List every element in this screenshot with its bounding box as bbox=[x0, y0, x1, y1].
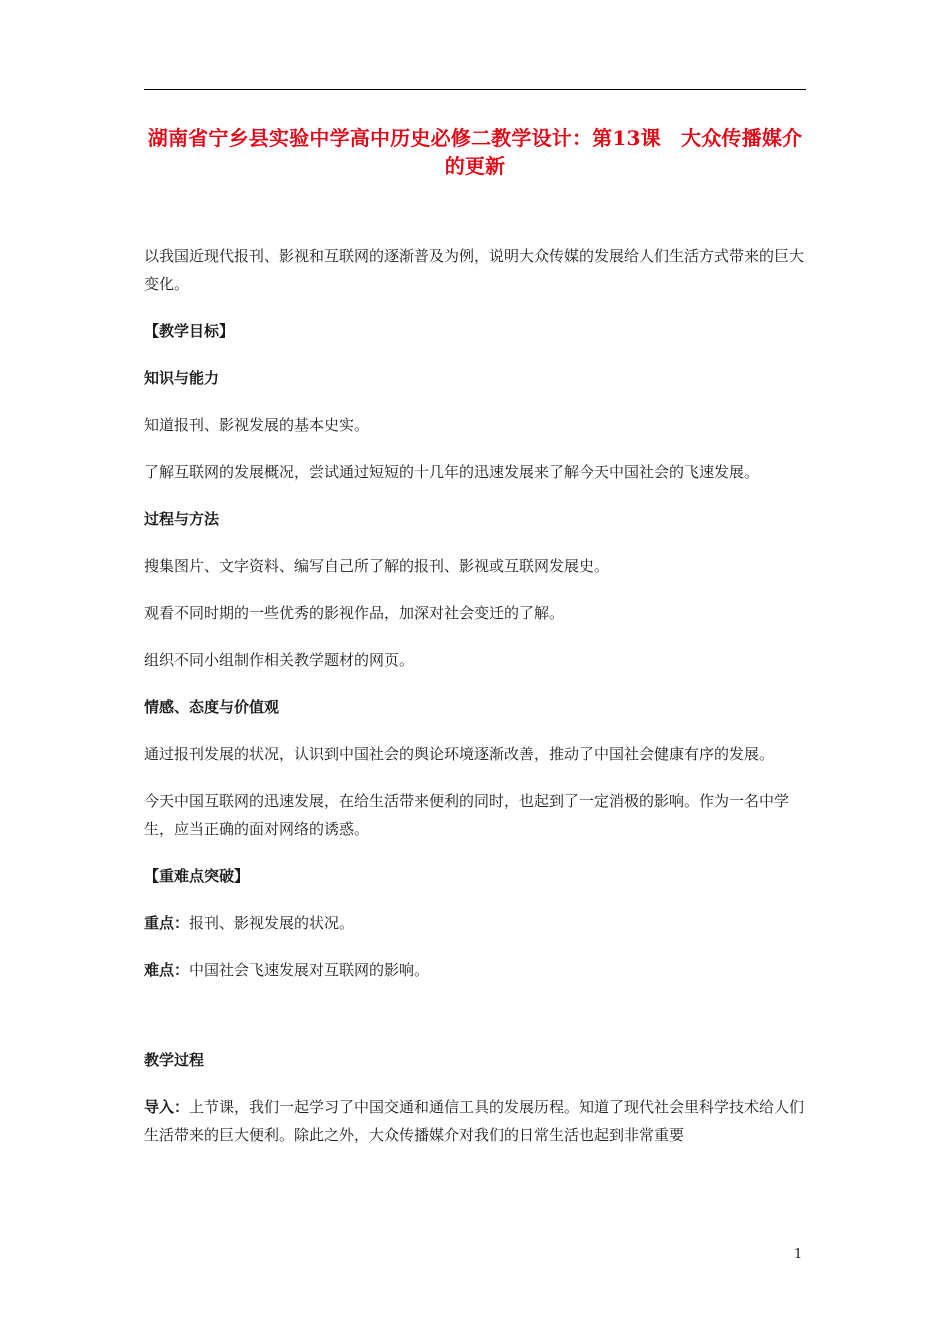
lead-in-text: 上节课，我们一起学习了中国交通和通信工具的发展历程。知道了现代社会里科学技术给人们生活带来的巨大便利。除此之外，大众传播媒介对我们的日常生活也起到非常重要 bbox=[144, 1098, 805, 1144]
process-item-1: 搜集图片、文字资料、编写自己所了解的报刊、影视或互联网发展史。 bbox=[144, 557, 610, 575]
document-title: 湖南省宁乡县实验中学高中历史必修二教学设计：第13课 大众传播媒介的更新 bbox=[147, 126, 803, 178]
header-rule bbox=[144, 89, 806, 90]
key-point-paragraph bbox=[144, 909, 806, 937]
lead-in-label: 导入： bbox=[144, 1098, 190, 1116]
key-point-text: 报刊、影视发展的状况。 bbox=[189, 914, 355, 932]
difficult-point-label: 难点： bbox=[144, 961, 190, 979]
key-point-label: 重点： bbox=[144, 914, 190, 932]
section-heading-key-points: 【重难点突破】 bbox=[144, 867, 250, 885]
section-heading-goals: 【教学目标】 bbox=[144, 322, 235, 340]
emotion-item-2: 今天中国互联网的迅速发展，在给生活带来便利的同时，也起到了一定消极的影响。作为一名中学生，应当正确的面对网络的诱惑。 bbox=[144, 792, 790, 838]
difficult-point-paragraph bbox=[144, 956, 806, 984]
page-number: 1 bbox=[794, 1247, 803, 1262]
emotion-item-1: 通过报刊发展的状况，认识到中国社会的舆论环境逐渐改善，推动了中国社会健康有序的发展。 bbox=[144, 745, 775, 763]
process-item-2: 观看不同时期的一些优秀的影视作品，加深对社会变迁的了解。 bbox=[144, 604, 565, 622]
subheading-process: 过程与方法 bbox=[144, 510, 220, 528]
process-item-3: 组织不同小组制作相关教学题材的网页。 bbox=[144, 651, 415, 669]
teaching-process-heading: 教学过程 bbox=[144, 1051, 205, 1069]
knowledge-item-2: 了解互联网的发展概况，尝试通过短短的十几年的迅速发展来了解今天中国社会的飞速发展。 bbox=[144, 463, 760, 481]
subheading-emotion: 情感、态度与价值观 bbox=[144, 698, 280, 716]
intro-paragraph: 以我国近现代报刊、影视和互联网的逐渐普及为例，说明大众传媒的发展给人们生活方式带来的巨大变化。 bbox=[144, 247, 805, 293]
subheading-knowledge: 知识与能力 bbox=[144, 369, 220, 387]
knowledge-item-1: 知道报刊、影视发展的基本史实。 bbox=[144, 416, 370, 434]
difficult-point-text: 中国社会飞速发展对互联网的影响。 bbox=[189, 961, 430, 979]
lead-in-paragraph bbox=[144, 1093, 806, 1149]
document-body bbox=[144, 242, 806, 1149]
